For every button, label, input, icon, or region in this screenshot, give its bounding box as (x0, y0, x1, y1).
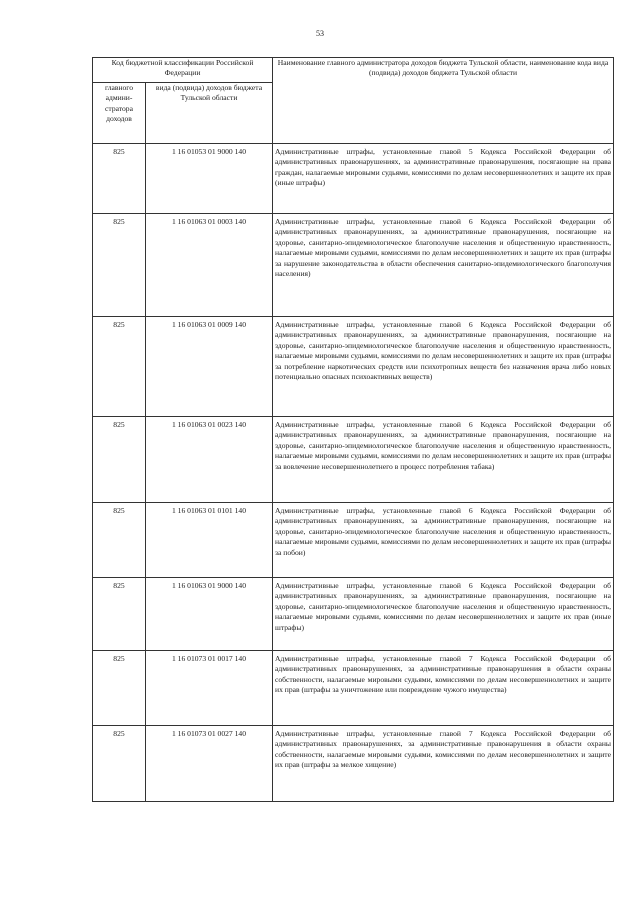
table-row (93, 726, 614, 802)
table-row (93, 317, 614, 417)
income-code-cell: 1 16 01073 01 0017 140 (146, 651, 273, 726)
income-description-cell: Административные штрафы, установленные главой 5 Кодекса Российской Федерации об административных правонарушениях, за административные правонарушения, посягающие на права граждан, налагаемые мировыми судьями, комиссиями по делам несовершеннолетних и защите их прав (иные штрафы) (273, 144, 614, 214)
admin-code-cell: 825 (93, 214, 146, 317)
table-header-row (93, 58, 614, 83)
table-row (93, 417, 614, 503)
admin-code-cell: 825 (93, 503, 146, 578)
header-code-group: Код бюджетной классификации Российской Федерации (93, 58, 273, 83)
income-code-cell: 1 16 01063 01 0101 140 (146, 503, 273, 578)
admin-code-cell: 825 (93, 651, 146, 726)
income-code-cell: 1 16 01073 01 0027 140 (146, 726, 273, 802)
income-code-cell: 1 16 01063 01 0023 140 (146, 417, 273, 503)
header-name-column: Наименование главного администратора доходов бюджета Тульской области, наименование кода вида (подвида) доходов бюджета Тульской области (273, 58, 614, 144)
income-code-cell: 1 16 01053 01 9000 140 (146, 144, 273, 214)
income-description-cell: Административные штрафы, установленные главой 7 Кодекса Российской Федерации об административных правонарушениях, за административные правонарушения в области охраны собственности, налагаемые мировыми судьями, комиссиями по делам несовершеннолетних и защите их прав (штрафы за мелкое хищение) (273, 726, 614, 802)
header-admin-column: главного админи-стратора доходов (93, 83, 146, 144)
admin-code-cell: 825 (93, 417, 146, 503)
income-description-cell: Административные штрафы, установленные главой 6 Кодекса Российской Федерации об административных правонарушениях, за административные правонарушения, посягающие на здоровье, санитарно-эпидемиологическое благополучие населения и общественную нравственность, налагаемые мировыми судьями, комиссиями по делам несовершеннолетних и защите их прав (штрафы за нарушение законодательства в области обеспечения санитарно-эпидемиологического благополучия населения) (273, 214, 614, 317)
income-code-cell: 1 16 01063 01 0009 140 (146, 317, 273, 417)
page-number: 53 (316, 29, 324, 38)
table-row (93, 503, 614, 578)
table-row (93, 144, 614, 214)
income-description-cell: Административные штрафы, установленные главой 7 Кодекса Российской Федерации об административных правонарушениях, за административные правонарушения в области охраны собственности, налагаемые мировыми судьями, комиссиями по делам несовершеннолетних и защите их прав (штрафы за уничтожение или повреждение чужого имущества) (273, 651, 614, 726)
admin-code-cell: 825 (93, 578, 146, 651)
income-description-cell: Административные штрафы, установленные главой 6 Кодекса Российской Федерации об административных правонарушениях, за административные правонарушения, посягающие на здоровье, санитарно-эпидемиологическое благополучие населения и общественную нравственность, налагаемые мировыми судьями, комиссиями по делам несовершеннолетних и защите их прав (штрафы за потребление наркотических средств или психотропных веществ без назначения врача либо новых потенциально опасных психоактивных веществ) (273, 317, 614, 417)
income-code-cell: 1 16 01063 01 0003 140 (146, 214, 273, 317)
income-code-cell: 1 16 01063 01 9000 140 (146, 578, 273, 651)
admin-code-cell: 825 (93, 144, 146, 214)
table-row (93, 651, 614, 726)
income-description-cell: Административные штрафы, установленные главой 6 Кодекса Российской Федерации об административных правонарушениях, за административные правонарушения, посягающие на здоровье, санитарно-эпидемиологическое благополучие населения и общественную нравственность, налагаемые мировыми судьями, комиссиями по делам несовершеннолетних и защите их прав (иные штрафы) (273, 578, 614, 651)
admin-code-cell: 825 (93, 726, 146, 802)
income-description-cell: Административные штрафы, установленные главой 6 Кодекса Российской Федерации об административных правонарушениях, за административные правонарушения, посягающие на здоровье, санитарно-эпидемиологическое благополучие населения и общественную нравственность, налагаемые мировыми судьями, комиссиями по делам несовершеннолетних и защите их прав (штрафы за побои) (273, 503, 614, 578)
admin-code-cell: 825 (93, 317, 146, 417)
income-description-cell: Административные штрафы, установленные главой 6 Кодекса Российской Федерации об административных правонарушениях, за административные правонарушения, посягающие на здоровье, санитарно-эпидемиологическое благополучие населения и общественную нравственность, налагаемые мировыми судьями, комиссиями по делам несовершеннолетних и защите их прав (штрафы за вовлечение несовершеннолетнего в процесс потребления табака) (273, 417, 614, 503)
header-type-column: вида (подвида) доходов бюджета Тульской области (146, 83, 273, 144)
table-row (93, 214, 614, 317)
budget-classification-table (92, 57, 614, 802)
table-row (93, 578, 614, 651)
